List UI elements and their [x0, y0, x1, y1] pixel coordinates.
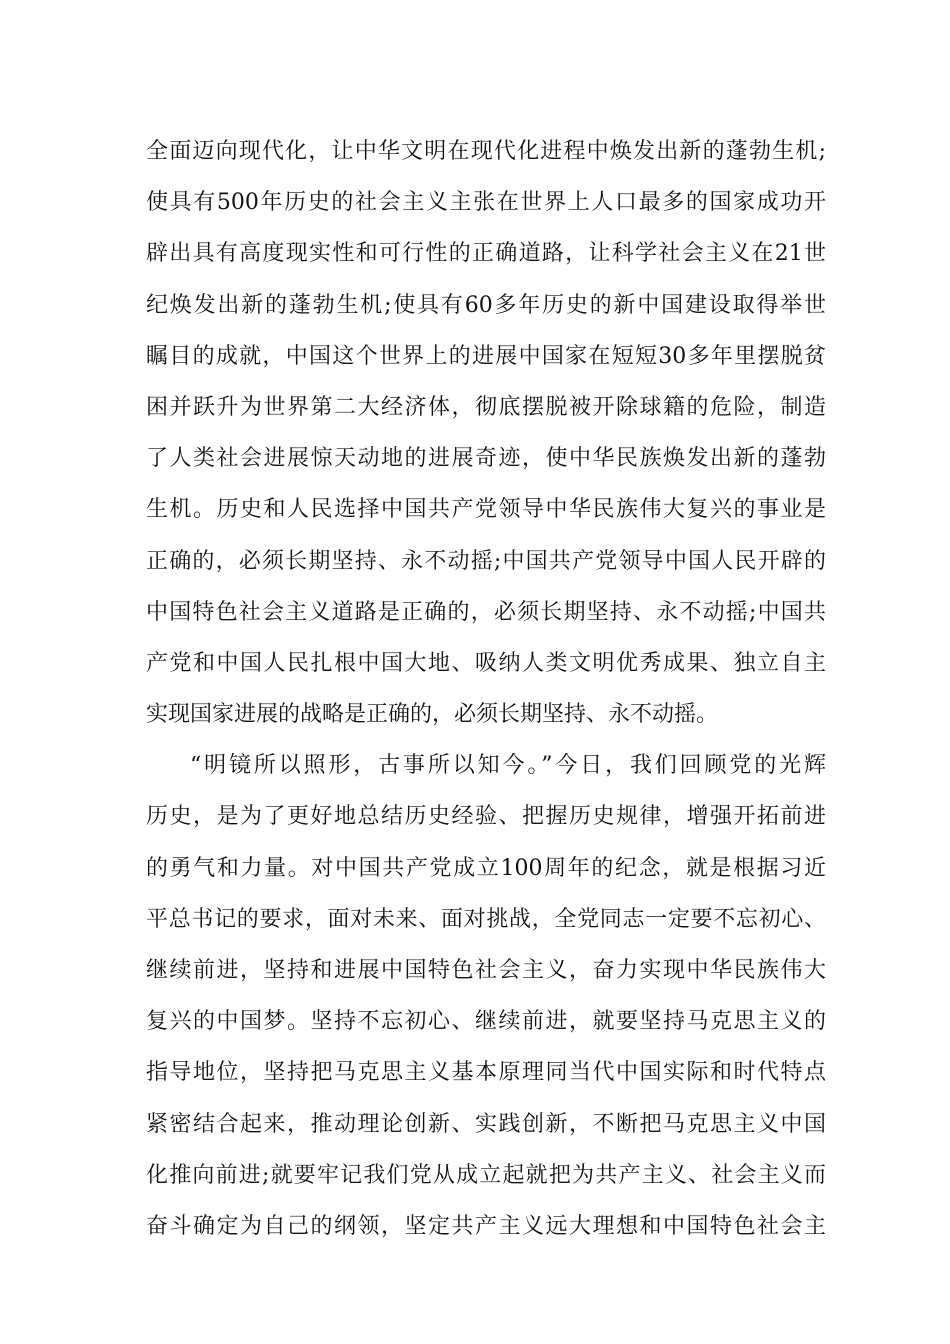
text-line: 了人类社会进展惊天动地的进展奇迹，使中华民族焕发出新的蓬勃 [146, 446, 826, 472]
text-line: 历史，是为了更好地总结历史经验、把握历史规律，增强开拓前进 [146, 804, 826, 830]
text-line: 纪焕发出新的蓬勃生机;使具有60多年历史的新中国建设取得举世 [146, 292, 826, 318]
text-line: 指导地位，坚持把马克思主义基本原理同当代中国实际和时代特点 [146, 1060, 826, 1086]
text-line: 复兴的中国梦。坚持不忘初心、继续前进，就要坚持马克思主义的 [146, 1009, 826, 1035]
text-line: 的勇气和力量。对中国共产党成立100周年的纪念，就是根据习近 [146, 855, 826, 881]
text-line: 瞩目的成就，中国这个世界上的进展中国家在短短30多年里摆脱贫 [146, 343, 826, 369]
text-line: 实现国家进展的战略是正确的，必须长期坚持、永不动摇。 [146, 702, 719, 728]
text-line: 中国特色社会主义道路是正确的，必须长期坚持、永不动摇;中国共 [146, 599, 826, 625]
text-line: 全面迈向现代化，让中华文明在现代化进程中焕发出新的蓬勃生机; [146, 139, 826, 164]
text-line: “明镜所以照形，古事所以知今。”今日，我们回顾党的光辉 [190, 753, 826, 779]
text-line: 奋斗确定为自己的纲领，坚定共产主义远大理想和中国特色社会主 [146, 1213, 826, 1239]
text-line: 化推向前进;就要牢记我们党从成立起就把为共产主义、社会主义而 [146, 1162, 826, 1188]
text-line: 产党和中国人民扎根中国大地、吸纳人类文明优秀成果、独立自主 [146, 650, 826, 676]
text-line: 紧密结合起来，推动理论创新、实践创新，不断把马克思主义中国 [146, 1111, 826, 1137]
body-text [146, 126, 826, 1252]
text-line: 困并跃升为世界第二大经济体，彻底摆脱被开除球籍的危险，制造 [146, 394, 826, 420]
text-line: 生机。历史和人民选择中国共产党领导中华民族伟大复兴的事业是 [146, 497, 826, 523]
text-line: 平总书记的要求，面对未来、面对挑战，全党同志一定要不忘初心、 [146, 906, 826, 932]
text-line: 使具有500年历史的社会主义主张在世界上人口最多的国家成功开 [146, 190, 826, 216]
text-line: 继续前进，坚持和进展中国特色社会主义，奋力实现中华民族伟大 [146, 958, 826, 983]
text-line: 辟出具有高度现实性和可行性的正确道路，让科学社会主义在21世 [146, 241, 826, 267]
text-line: 正确的，必须长期坚持、永不动摇;中国共产党领导中国人民开辟的 [146, 548, 826, 574]
